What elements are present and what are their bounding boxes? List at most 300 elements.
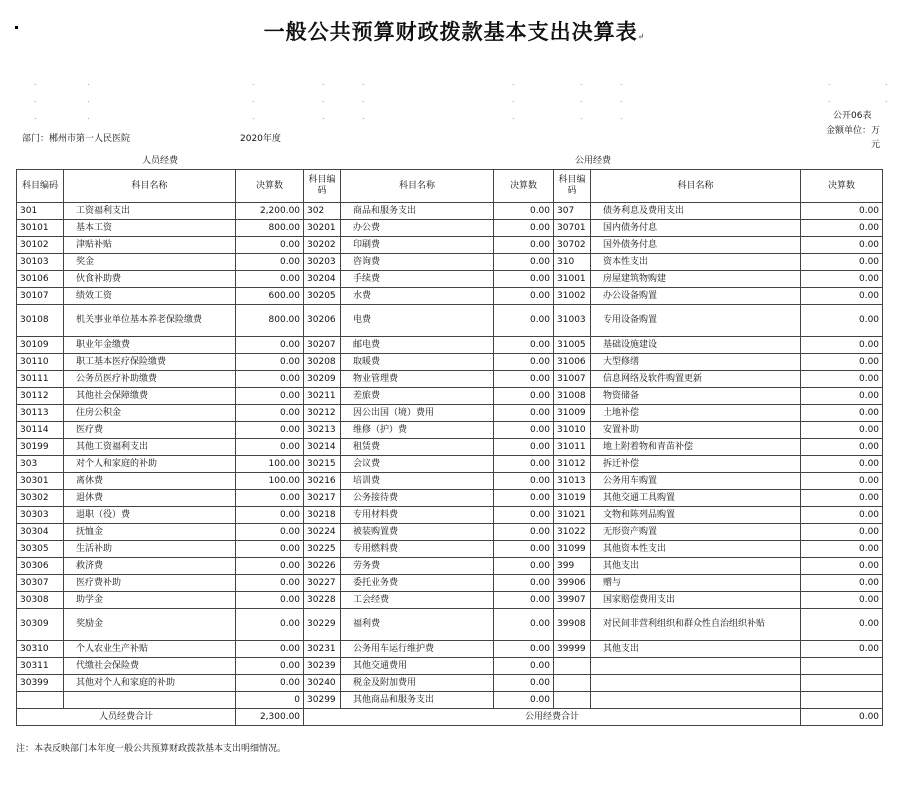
amount-cell: 0.00: [236, 422, 304, 439]
code-cell: 31003: [554, 305, 591, 337]
table-row: [17, 675, 883, 692]
table-row: [17, 422, 883, 439]
amount-cell: 0.00: [236, 524, 304, 541]
code-cell: 301: [17, 203, 64, 220]
amount-cell: 0.00: [494, 490, 554, 507]
code-cell: 30306: [17, 558, 64, 575]
name-cell: 退休费: [64, 490, 236, 507]
amount-cell: 800.00: [236, 220, 304, 237]
table-row: [17, 490, 883, 507]
amount-cell: 0.00: [801, 541, 883, 558]
amount-cell: 0.00: [494, 237, 554, 254]
amount-cell: 0.00: [236, 337, 304, 354]
code-cell: 31009: [554, 405, 591, 422]
amount-cell: 0.00: [494, 203, 554, 220]
name-cell: 委托业务费: [341, 575, 494, 592]
amount-cell: 0.00: [236, 254, 304, 271]
amount-cell: 0.00: [801, 422, 883, 439]
amount-cell: 0.00: [494, 507, 554, 524]
personnel-header: 人员经费: [17, 153, 304, 170]
code-cell: 30229: [304, 609, 341, 641]
amount-cell: 0.00: [494, 609, 554, 641]
table-row: [17, 507, 883, 524]
name-cell: 职业年金缴费: [64, 337, 236, 354]
amount-cell: 0.00: [494, 388, 554, 405]
code-cell: 303: [17, 456, 64, 473]
name-cell: 其他交通费用: [341, 658, 494, 675]
table-row: [17, 354, 883, 371]
code-cell: 30311: [17, 658, 64, 675]
department-name: 郴州市第一人民医院: [49, 134, 131, 144]
code-cell: 30109: [17, 337, 64, 354]
name-cell: 绩效工资: [64, 288, 236, 305]
code-cell: 31013: [554, 473, 591, 490]
amount-cell: 0.00: [801, 254, 883, 271]
name-cell: 商品和服务支出: [341, 203, 494, 220]
name-cell: 助学金: [64, 592, 236, 609]
code-cell: 30214: [304, 439, 341, 456]
department-line: 部门：郴州市第一人民医院: [22, 134, 131, 144]
code-cell: 39908: [554, 609, 591, 641]
amount-cell: 0.00: [801, 237, 883, 254]
code-header: 科目编码: [554, 170, 591, 203]
code-cell: 30206: [304, 305, 341, 337]
personnel-total-label: 人员经费合计: [17, 709, 236, 726]
name-cell: 信息网络及软件购置更新: [591, 371, 801, 388]
name-cell: 办公设备购置: [591, 288, 801, 305]
table-row: [17, 305, 883, 337]
code-cell: 30305: [17, 541, 64, 558]
name-cell: 文物和陈列品购置: [591, 507, 801, 524]
public-header: 公用经费: [304, 153, 883, 170]
name-cell: 公务用车运行维护费: [341, 641, 494, 658]
table-row: [17, 575, 883, 592]
code-cell: [554, 658, 591, 675]
amount-cell: 0.00: [494, 422, 554, 439]
budget-table: [16, 153, 883, 726]
name-cell: 其他商品和服务支出: [341, 692, 494, 709]
public-total-label: 公用经费合计: [304, 709, 801, 726]
code-cell: [554, 692, 591, 709]
name-cell: 因公出国（境）费用: [341, 405, 494, 422]
code-cell: 31001: [554, 271, 591, 288]
name-cell: [591, 692, 801, 709]
name-cell: 物业管理费: [341, 371, 494, 388]
code-cell: 30103: [17, 254, 64, 271]
code-cell: 310: [554, 254, 591, 271]
table-row: [17, 609, 883, 641]
format-mark-row: . . . . . . . .: [34, 112, 623, 121]
code-cell: 31099: [554, 541, 591, 558]
amount-unit: 金额单位：万元: [825, 126, 880, 150]
name-cell: [591, 658, 801, 675]
name-cell: 对个人和家庭的补助: [64, 456, 236, 473]
code-cell: 30299: [304, 692, 341, 709]
amount-cell: 0.00: [236, 609, 304, 641]
name-cell: 福利费: [341, 609, 494, 641]
name-cell: 生活补助: [64, 541, 236, 558]
code-cell: 30216: [304, 473, 341, 490]
amount-cell: 0.00: [236, 575, 304, 592]
amount-cell: 0.00: [236, 592, 304, 609]
name-cell: 公务员医疗补助缴费: [64, 371, 236, 388]
code-cell: 30101: [17, 220, 64, 237]
amount-cell: 0.00: [801, 220, 883, 237]
table-row: [17, 271, 883, 288]
amount-cell: 0.00: [801, 271, 883, 288]
code-cell: 30301: [17, 473, 64, 490]
name-cell: 抚恤金: [64, 524, 236, 541]
code-cell: 30217: [304, 490, 341, 507]
name-cell: 债务利息及费用支出: [591, 203, 801, 220]
name-cell: 税金及附加费用: [341, 675, 494, 692]
code-cell: 30225: [304, 541, 341, 558]
amount-cell: 0.00: [236, 658, 304, 675]
amount-cell: 0.00: [236, 237, 304, 254]
name-cell: 退职（役）费: [64, 507, 236, 524]
name-cell: 工会经费: [341, 592, 494, 609]
table-row: [17, 592, 883, 609]
code-cell: 307: [554, 203, 591, 220]
amount-header: 决算数: [801, 170, 883, 203]
name-cell: 专用设备购置: [591, 305, 801, 337]
code-cell: 30113: [17, 405, 64, 422]
code-cell: 31008: [554, 388, 591, 405]
name-cell: 会议费: [341, 456, 494, 473]
code-cell: 30110: [17, 354, 64, 371]
amount-cell: 0: [236, 692, 304, 709]
name-cell: 公务接待费: [341, 490, 494, 507]
amount-cell: 0.00: [236, 354, 304, 371]
amount-cell: 0.00: [801, 641, 883, 658]
code-cell: 30304: [17, 524, 64, 541]
footnote: 注：本表反映部门本年度一般公共预算财政拨款基本支出明细情况。: [16, 744, 287, 754]
name-cell: 医疗费: [64, 422, 236, 439]
name-cell: [591, 675, 801, 692]
code-cell: 30107: [17, 288, 64, 305]
code-cell: 30111: [17, 371, 64, 388]
amount-cell: 0.00: [494, 592, 554, 609]
name-cell: 机关事业单位基本养老保险缴费: [64, 305, 236, 337]
amount-cell: 0.00: [494, 692, 554, 709]
name-cell: 工资福利支出: [64, 203, 236, 220]
amount-cell: 800.00: [236, 305, 304, 337]
name-cell: 租赁费: [341, 439, 494, 456]
name-cell: 电费: [341, 305, 494, 337]
amount-cell: 0.00: [801, 507, 883, 524]
amount-cell: 0.00: [236, 490, 304, 507]
amount-cell: 0.00: [494, 675, 554, 692]
table-row: [17, 692, 883, 709]
name-header: 科目名称: [341, 170, 494, 203]
amount-cell: 0.00: [494, 541, 554, 558]
name-cell: 拆迁补偿: [591, 456, 801, 473]
name-cell: 差旅费: [341, 388, 494, 405]
name-cell: 手续费: [341, 271, 494, 288]
code-cell: 30213: [304, 422, 341, 439]
code-cell: 31007: [554, 371, 591, 388]
amount-cell: 0.00: [801, 592, 883, 609]
amount-cell: 0.00: [494, 337, 554, 354]
code-cell: 30399: [17, 675, 64, 692]
code-cell: 39907: [554, 592, 591, 609]
code-cell: 30228: [304, 592, 341, 609]
table-row: [17, 254, 883, 271]
name-cell: 资本性支出: [591, 254, 801, 271]
code-cell: 30227: [304, 575, 341, 592]
code-cell: 30205: [304, 288, 341, 305]
amount-cell: [801, 692, 883, 709]
code-cell: 30199: [17, 439, 64, 456]
amount-cell: 0.00: [236, 271, 304, 288]
amount-cell: 0.00: [801, 337, 883, 354]
personnel-total-value: 2,300.00: [236, 709, 304, 726]
code-cell: 30240: [304, 675, 341, 692]
code-cell: 30201: [304, 220, 341, 237]
table-row: [17, 658, 883, 675]
amount-cell: 0.00: [494, 220, 554, 237]
code-cell: 30702: [554, 237, 591, 254]
code-cell: 31019: [554, 490, 591, 507]
amount-cell: 0.00: [494, 288, 554, 305]
amount-cell: 0.00: [236, 675, 304, 692]
amount-cell: 0.00: [801, 288, 883, 305]
code-cell: 30106: [17, 271, 64, 288]
name-cell: 其他对个人和家庭的补助: [64, 675, 236, 692]
amount-cell: 0.00: [494, 354, 554, 371]
name-header: 科目名称: [64, 170, 236, 203]
amount-cell: 0.00: [494, 473, 554, 490]
fiscal-year: 2020年度: [240, 134, 281, 144]
table-row: [17, 405, 883, 422]
amount-cell: 0.00: [236, 507, 304, 524]
amount-cell: 0.00: [236, 388, 304, 405]
code-cell: 30239: [304, 658, 341, 675]
amount-cell: 0.00: [494, 439, 554, 456]
public-total-value: 0.00: [801, 709, 883, 726]
name-cell: 公务用车购置: [591, 473, 801, 490]
table-row: [17, 541, 883, 558]
table-row: [17, 439, 883, 456]
name-cell: 大型修缮: [591, 354, 801, 371]
code-cell: 30308: [17, 592, 64, 609]
amount-cell: 0.00: [494, 254, 554, 271]
name-cell: 其他社会保障缴费: [64, 388, 236, 405]
name-cell: 咨询费: [341, 254, 494, 271]
table-row: [17, 288, 883, 305]
name-cell: 无形资产购置: [591, 524, 801, 541]
amount-cell: 0.00: [494, 575, 554, 592]
amount-cell: 0.00: [494, 658, 554, 675]
code-cell: 31006: [554, 354, 591, 371]
code-cell: 30112: [17, 388, 64, 405]
code-cell: 399: [554, 558, 591, 575]
amount-cell: 0.00: [236, 439, 304, 456]
amount-cell: 100.00: [236, 456, 304, 473]
code-cell: [17, 692, 64, 709]
amount-header: 决算数: [236, 170, 304, 203]
code-cell: 30224: [304, 524, 341, 541]
name-cell: 印刷费: [341, 237, 494, 254]
name-cell: 取暖费: [341, 354, 494, 371]
code-cell: 30212: [304, 405, 341, 422]
name-cell: 土地补偿: [591, 405, 801, 422]
table-row: [17, 456, 883, 473]
amount-cell: 0.00: [494, 405, 554, 422]
table-row: [17, 558, 883, 575]
name-cell: 邮电费: [341, 337, 494, 354]
table-row: [17, 524, 883, 541]
name-cell: 奖金: [64, 254, 236, 271]
name-cell: 水费: [341, 288, 494, 305]
table-row: [17, 337, 883, 354]
code-cell: 30102: [17, 237, 64, 254]
name-cell: 救济费: [64, 558, 236, 575]
name-cell: 其他支出: [591, 558, 801, 575]
name-cell: 国外债务付息: [591, 237, 801, 254]
amount-cell: 0.00: [494, 641, 554, 658]
name-cell: 基本工资: [64, 220, 236, 237]
amount-cell: 0.00: [494, 558, 554, 575]
amount-cell: 0.00: [801, 371, 883, 388]
code-cell: 31021: [554, 507, 591, 524]
code-cell: 30208: [304, 354, 341, 371]
amount-cell: 0.00: [801, 490, 883, 507]
code-cell: 30211: [304, 388, 341, 405]
name-cell: 代缴社会保险费: [64, 658, 236, 675]
code-cell: 302: [304, 203, 341, 220]
amount-cell: 0.00: [801, 354, 883, 371]
code-cell: 30303: [17, 507, 64, 524]
code-header: 科目编码: [304, 170, 341, 203]
format-mark-row: . . . . . . . . . .: [34, 95, 888, 104]
name-cell: 专用材料费: [341, 507, 494, 524]
amount-cell: 100.00: [236, 473, 304, 490]
name-cell: 安置补助: [591, 422, 801, 439]
name-cell: 专用燃料费: [341, 541, 494, 558]
amount-cell: 0.00: [801, 524, 883, 541]
code-cell: 30302: [17, 490, 64, 507]
code-cell: [554, 675, 591, 692]
code-cell: 30207: [304, 337, 341, 354]
amount-cell: 0.00: [801, 439, 883, 456]
name-cell: 赠与: [591, 575, 801, 592]
code-cell: 31022: [554, 524, 591, 541]
amount-cell: 0.00: [801, 388, 883, 405]
code-cell: 30307: [17, 575, 64, 592]
name-cell: 国家赔偿费用支出: [591, 592, 801, 609]
name-cell: 其他交通工具购置: [591, 490, 801, 507]
table-row: [17, 237, 883, 254]
amount-cell: [801, 658, 883, 675]
code-cell: 30202: [304, 237, 341, 254]
amount-cell: 600.00: [236, 288, 304, 305]
code-cell: 31002: [554, 288, 591, 305]
name-cell: 国内债务付息: [591, 220, 801, 237]
amount-cell: 0.00: [801, 405, 883, 422]
code-cell: 30203: [304, 254, 341, 271]
code-cell: 30108: [17, 305, 64, 337]
code-cell: 31011: [554, 439, 591, 456]
name-cell: 职工基本医疗保险缴费: [64, 354, 236, 371]
table-row: [17, 220, 883, 237]
code-cell: 30310: [17, 641, 64, 658]
amount-cell: 0.00: [494, 305, 554, 337]
code-cell: 30701: [554, 220, 591, 237]
table-row: [17, 388, 883, 405]
name-cell: 房屋建筑物购建: [591, 271, 801, 288]
page-title: 一般公共预算财政拨款基本支出决算表↵: [263, 19, 646, 44]
name-cell: 对民间非营利组织和群众性自治组织补贴: [591, 609, 801, 641]
name-cell: 住房公积金: [64, 405, 236, 422]
name-cell: 办公费: [341, 220, 494, 237]
name-header: 科目名称: [591, 170, 801, 203]
code-cell: 31010: [554, 422, 591, 439]
amount-cell: 0.00: [801, 558, 883, 575]
name-cell: 物资储备: [591, 388, 801, 405]
amount-cell: 0.00: [494, 271, 554, 288]
name-cell: 基础设施建设: [591, 337, 801, 354]
name-cell: 地上附着物和青苗补偿: [591, 439, 801, 456]
amount-cell: [801, 675, 883, 692]
amount-cell: 0.00: [236, 371, 304, 388]
amount-cell: 0.00: [494, 456, 554, 473]
table-row: [17, 371, 883, 388]
name-cell: 离休费: [64, 473, 236, 490]
code-cell: 30218: [304, 507, 341, 524]
name-cell: 培训费: [341, 473, 494, 490]
code-cell: 30114: [17, 422, 64, 439]
amount-cell: 0.00: [236, 405, 304, 422]
format-mark-row: . . . . . . . . . .: [34, 78, 888, 87]
code-cell: 30226: [304, 558, 341, 575]
table-row: [17, 203, 883, 220]
amount-cell: 0.00: [801, 203, 883, 220]
table-row: [17, 473, 883, 490]
code-cell: 30215: [304, 456, 341, 473]
name-cell: 津贴补贴: [64, 237, 236, 254]
code-cell: 39999: [554, 641, 591, 658]
name-cell: 其他支出: [591, 641, 801, 658]
code-cell: 31005: [554, 337, 591, 354]
code-cell: 30231: [304, 641, 341, 658]
amount-cell: 0.00: [494, 371, 554, 388]
code-cell: 30204: [304, 271, 341, 288]
name-cell: 维修（护）费: [341, 422, 494, 439]
code-cell: 30309: [17, 609, 64, 641]
amount-cell: 0.00: [801, 575, 883, 592]
amount-cell: 0.00: [801, 305, 883, 337]
name-cell: 奖励金: [64, 609, 236, 641]
amount-header: 决算数: [494, 170, 554, 203]
amount-cell: 0.00: [494, 524, 554, 541]
name-cell: 个人农业生产补贴: [64, 641, 236, 658]
code-cell: 30209: [304, 371, 341, 388]
amount-cell: 2,200.00: [236, 203, 304, 220]
amount-cell: 0.00: [801, 473, 883, 490]
amount-cell: 0.00: [236, 641, 304, 658]
name-cell: 医疗费补助: [64, 575, 236, 592]
amount-cell: 0.00: [801, 609, 883, 641]
name-cell: 伙食补助费: [64, 271, 236, 288]
amount-cell: 0.00: [236, 558, 304, 575]
code-cell: 39906: [554, 575, 591, 592]
table-row: [17, 641, 883, 658]
name-cell: 劳务费: [341, 558, 494, 575]
name-cell: [64, 692, 236, 709]
amount-cell: 0.00: [801, 456, 883, 473]
form-number: 公开06表: [833, 111, 872, 121]
